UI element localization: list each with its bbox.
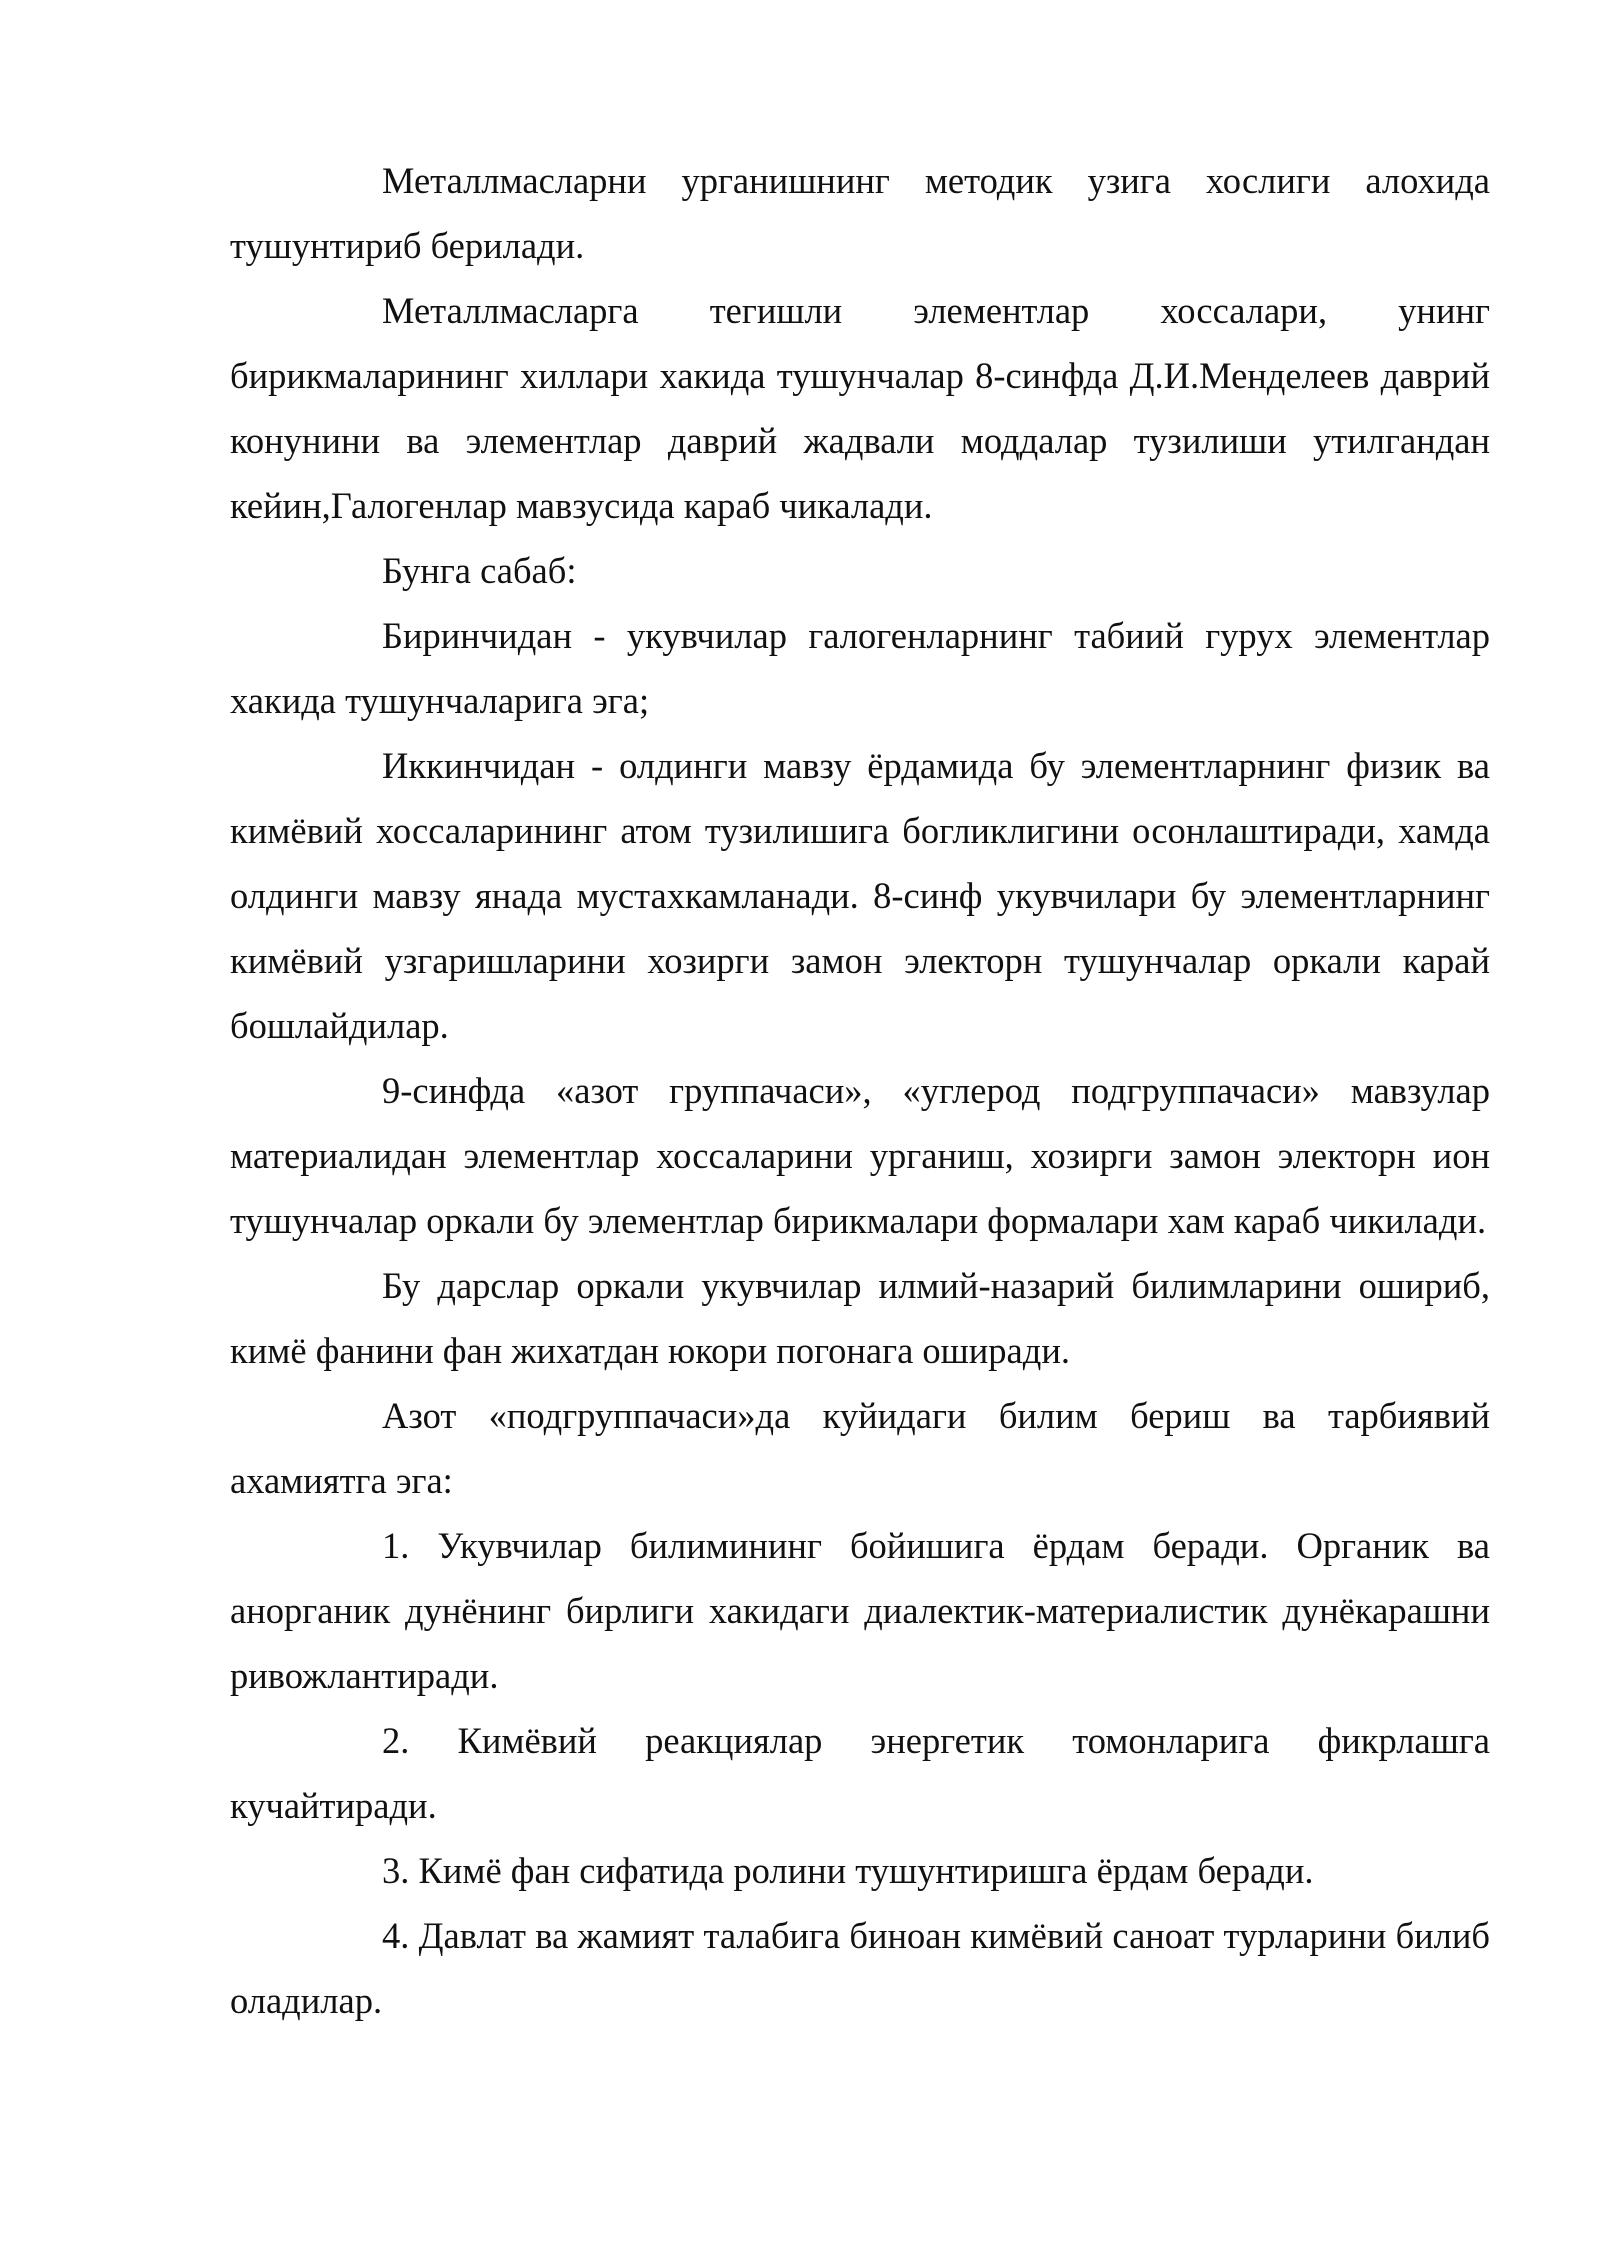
paragraph-8: Азот «подгруппачаси»да куйидаги билим бериш ва тарбиявий ахамиятга эга: [230, 1395, 1490, 1501]
list-item-1: 1. Укувчилар билимининг бойишига ёрдам беради. Органик ва анорганик дунёнинг бирлиги хакидаги диалектик-материалистик дунёкарашни ривожлантиради. [230, 1525, 1490, 1696]
paragraph-2: Металлмасларга тегишли элементлар хоссалари, унинг бирикмаларининг хиллари хакида тушунчалар 8-синфда Д.И.Менделеев даврий конунини ва элементлар даврий жадвали моддалар тузилиши утилгандан кейин,Галогенлар мавзусида караб чикалади. [230, 290, 1490, 526]
paragraph-4: Биринчидан - укувчилар галогенларнинг табиий гурух элементлар хакида тушунчаларига эга; [230, 615, 1490, 721]
list-item-2: 2. Кимёвий реакциялар энергетик томонларига фикрлашга кучайтиради. [230, 1720, 1490, 1826]
list-item-4: 4. Давлат ва жамият талабига биноан кимёвий саноат турларини билиб оладилар. [230, 1915, 1490, 2021]
document-page [230, 148, 1490, 2033]
paragraph-5: Иккинчидан - олдинги мавзу ёрдамида бу элементларнинг физик ва кимёвий хоссаларининг атом тузилишига богликлигини осонлаштиради, хамда олдинги мавзу янада мустахкамланади. 8-синф укувчилари бу элементларнинг кимёвий узгаришларини хозирги замон электорн тушунчалар оркали карай бошлайдилар. [230, 745, 1490, 1046]
paragraph-6: 9-синфда «азот группачаси», «углерод подгруппачаси» мавзулар материалидан элементлар хоссаларини урганиш, хозирги замон электорн ион тушунчалар оркали бу элементлар бирикмалари формалари хам караб чикилади. [230, 1070, 1490, 1241]
paragraph-7: Бу дарслар оркали укувчилар илмий-назарий билимларини ошириб, кимё фанини фан жихатдан юкори погонага оширади. [230, 1265, 1490, 1371]
paragraph-1: Металлмасларни урганишнинг методик узига хослиги алохида тушунтириб берилади. [230, 160, 1490, 266]
paragraph-3: Бунга сабаб: [382, 550, 577, 591]
list-item-3: 3. Кимё фан сифатида ролини тушунтиришга ёрдам беради. [382, 1850, 1314, 1891]
